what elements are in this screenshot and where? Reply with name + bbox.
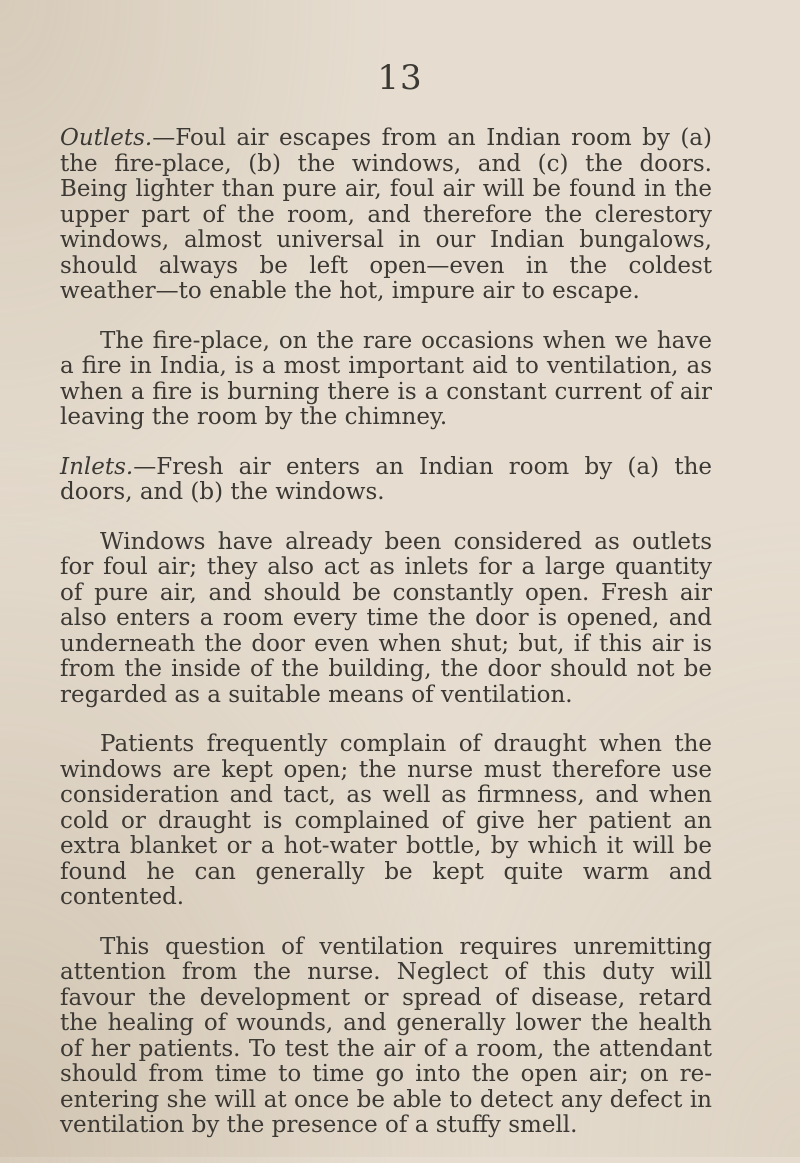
paragraph-inlets xyxy=(60,455,712,506)
paragraph-text: The fire-place, on the rare occasions when we have a fire in India, is a most important aid to ventilation, as when a fire is burning there is a constant current of air leaving the room by the chimney. xyxy=(60,327,712,430)
paragraph-windows xyxy=(60,530,712,709)
body-text xyxy=(60,126,712,1163)
paragraph-ventilation-duty xyxy=(60,935,712,1139)
paragraph-draught xyxy=(60,732,712,911)
paragraph-fireplace xyxy=(60,329,712,431)
paragraph-text: —Foul air escapes from an Indian room by (a) the fire-place, (b) the windows, and (c) the doors. Being lighter than pure air, foul air will be found in the upper part of the room, and therefore the clerestory windows, almost universal in our Indian bungalows, should always be left open—even in the coldest weather—to enable the hot, impure air to escape. xyxy=(60,125,712,304)
paragraph-text: Windows have already been considered as outlets for foul air; they also act as inlets for a large quantity of pure air, and should be constantly open. Fresh air also enters a room every time the door is opened, and underneath the door even when shut; but, if this air is from the inside of the building, the door should not be regarded as a suitable means of ventilation. xyxy=(60,528,712,708)
paragraph-lead-outlets: Outlets. xyxy=(60,125,153,151)
paragraph-text: —Fresh air enters an Indian room by (a) the doors, and (b) the windows. xyxy=(60,453,712,505)
paragraph-outlets xyxy=(60,126,712,305)
page-number: 13 xyxy=(377,58,423,98)
paragraph-lead-inlets: Inlets. xyxy=(60,453,134,480)
paragraph-text: This question of ventilation requires unremitting attention from the nurse. Neglect of this duty will favour the development or spread of disease, retard the healing of wounds, and generally lower the health of her patients. To test the air of a room, the attendant should from time to time go into the open air; on re-entering she will at once be able to detect any defect in ventilation by the presence of a stuffy smell. xyxy=(60,933,712,1138)
paragraph-text: Patients frequently complain of draught when the windows are kept open; the nurse must therefore use consideration and tact, as well as firmness, and when cold or draught is complained of give her patient an extra blanket or a hot-water bottle, by which it will be found he can generally be kept quite warm and contented. xyxy=(60,731,712,910)
